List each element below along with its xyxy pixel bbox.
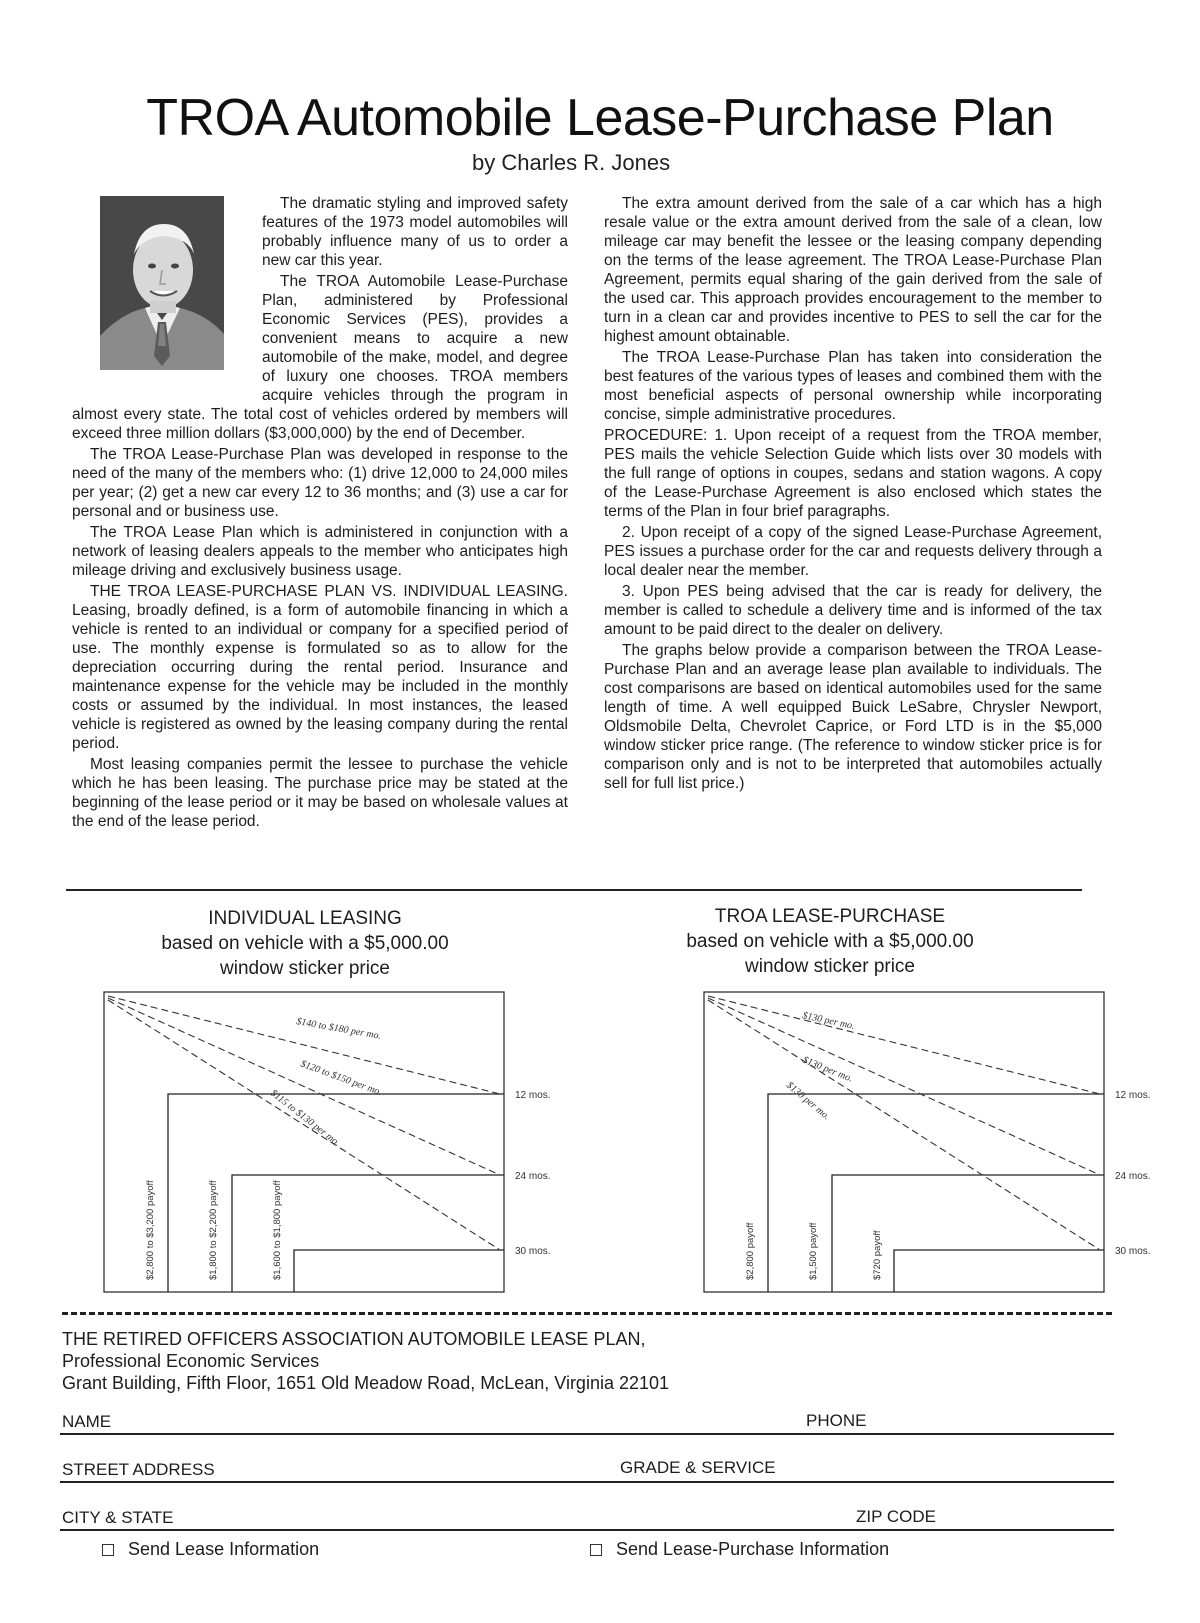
checkbox[interactable]	[102, 1544, 114, 1556]
chart-individual-leasing	[0, 980, 600, 1300]
paragraph: The TROA Lease Plan which is administered in conjunction with a network of leasing dealers appeals to the member who anticipates high mileage driving and exclusively business usage.	[72, 524, 568, 579]
payoff-label: $720 payoff	[872, 1230, 883, 1280]
name-label: NAME	[62, 1412, 112, 1431]
paragraph: PROCEDURE: 1. Upon receipt of a request from the TROA member, PES mails the vehicle Selection Guide which lists over 30 models with the full range of options in coupes, sedans and station wagons. A copy of the Lease-Purchase Agreement is also enclosed which states the terms of the Plan in four brief paragraphs.	[604, 427, 1102, 520]
article-left-column	[72, 194, 568, 833]
paragraph: The TROA Automobile Lease-Purchase Plan, administered by Professional Economic Services (PES), provides a convenient means to acquire a new automobile of the make, model, and degree of luxury one chooses. TROA members acquire vehicles through the program in almost every state. The total cost of vehicles ordered by members will exceed three million dollars ($3,000,000) by the end of December.	[72, 273, 568, 442]
grade-service-label: GRADE & SERVICE	[620, 1458, 776, 1477]
term-label: 24 mos.	[515, 1171, 551, 1182]
coupon-address: Grant Building, Fifth Floor, 1651 Old Meadow Road, McLean, Virginia 22101	[62, 1373, 670, 1393]
monthly-cost-label: $130 per mo.	[800, 1054, 855, 1085]
chart-title-troa	[645, 904, 1015, 979]
payoff-label: $1,600 to $1,800 payoff	[272, 1180, 283, 1280]
paragraph: Most leasing companies permit the lessee to purchase the vehicle which he has been leasing. The purchase price may be stated at the beginning of the lease period or it may be based on wholesale values at the end of the lease period.	[72, 756, 568, 830]
zip-code-label: ZIP CODE	[856, 1507, 936, 1526]
section-divider	[66, 889, 1082, 891]
chart-title-individual	[120, 906, 490, 981]
paragraph: THE TROA LEASE-PURCHASE PLAN VS. INDIVIDUAL LEASING. Leasing, broadly defined, is a form of automobile financing in which a vehicle is rented to an individual or company for a specified period of use. The monthly expense is formulated so as to allow for the depreciation occurring during the rental period. Insurance and maintenance expense for the vehicle may be included in the monthly costs or assumed by the individual. In most instances, the leased vehicle is registered as owned by the leasing company during the rental period.	[72, 583, 568, 752]
checkbox[interactable]	[590, 1544, 602, 1556]
send-lease-info-option[interactable]	[102, 1539, 319, 1560]
paragraph: 2. Upon receipt of a copy of the signed Lease-Purchase Agreement, PES issues a purchase order for the car and requests delivery through a local dealer near the member.	[604, 524, 1102, 579]
chart-subtitle: based on vehicle with a $5,000.00	[161, 933, 449, 954]
chart-body	[104, 992, 551, 1292]
chart-subtitle: window sticker price	[745, 956, 915, 977]
coupon-company: Professional Economic Services	[62, 1351, 320, 1371]
article-title: TROA Automobile Lease-Purchase Plan	[146, 89, 1054, 147]
city-zip-field[interactable]	[60, 1529, 1114, 1531]
street-address-label: STREET ADDRESS	[62, 1460, 215, 1479]
monthly-cost-label: $120 to $150 per mo.	[298, 1058, 384, 1099]
paragraph: The TROA Lease-Purchase Plan has taken into consideration the best features of the various types of leases and combined them with the most beneficial aspects of personal ownership while incorporating concise, simple administrative procedures.	[604, 349, 1102, 423]
series-line-3	[708, 1000, 1100, 1250]
byline: by Charles R. Jones	[472, 150, 671, 175]
payoff-label: $2,800 to $3,200 payoff	[145, 1180, 156, 1280]
term-label: 12 mos.	[1115, 1090, 1151, 1101]
payoff-label: $1,800 to $2,200 payoff	[208, 1180, 219, 1280]
paragraph: The TROA Lease-Purchase Plan was developed in response to the need of the many of the members who: (1) drive 12,000 to 24,000 miles per year; (2) get a new car every 12 to 36 months; and (3) use a car for personal and or business use.	[72, 446, 568, 520]
street-grade-field[interactable]	[60, 1481, 1114, 1483]
paragraph: The extra amount derived from the sale of a car which has a high resale value or the extra amount derived from the sale of a clean, low mileage car may benefit the lessee or the leasing company depending on the terms of the lease agreement. The TROA Lease-Purchase Plan Agreement, permits equal sharing of the gain derived from the sale of the used car. This approach provides encouragement to the member to turn in a clean car and provides incentive to PES to sell the car for the highest amount obtainable.	[604, 195, 1102, 345]
monthly-cost-label: $130 per mo.	[784, 1079, 832, 1123]
article-right-column	[604, 194, 1102, 795]
send-lease-purchase-info-option[interactable]	[590, 1539, 889, 1560]
payoff-step-3	[894, 1250, 1104, 1292]
payoff-label: $1,500 payoff	[808, 1222, 819, 1280]
paragraph: The graphs below provide a comparison between the TROA Lease-Purchase Plan and an average lease plan available to individuals. The cost comparisons are based on identical automobiles used for the same length of time. A well equipped Buick LeSabre, Chrysler Newport, Oldsmobile Delta, Chevrolet Caprice, or Ford LTD is in the $5,000 window sticker price range. (The reference to window sticker price is for comparison only and is not to be interpreted that automobiles actually sell for full list price.)	[604, 642, 1102, 792]
term-label: 30 mos.	[1115, 1246, 1151, 1257]
chart-subtitle: window sticker price	[220, 958, 390, 979]
chart-heading: INDIVIDUAL LEASING	[208, 908, 402, 929]
chart-heading: TROA LEASE-PURCHASE	[714, 906, 946, 927]
monthly-cost-label: $115 to $130 per mo.	[268, 1087, 342, 1149]
term-label: 24 mos.	[1115, 1171, 1151, 1182]
series-line-1	[708, 996, 1100, 1094]
chart-troa-lease-purchase	[600, 980, 1200, 1300]
chart-frame	[104, 992, 504, 1292]
series-line-3	[108, 1000, 500, 1250]
series-line-1	[108, 996, 500, 1094]
checkbox-label: Send Lease-Purchase Information	[616, 1539, 890, 1559]
cut-line	[62, 1312, 1112, 1315]
chart-body	[704, 992, 1151, 1292]
paragraph: The dramatic styling and improved safety features of the 1973 model automobiles will probably influence many of us to order a new car this year.	[262, 195, 568, 269]
payoff-label: $2,800 payoff	[745, 1222, 756, 1280]
monthly-cost-label: $130 per mo.	[801, 1010, 856, 1032]
phone-label: PHONE	[806, 1411, 867, 1430]
term-label: 12 mos.	[515, 1090, 551, 1101]
coupon-org: THE RETIRED OFFICERS ASSOCIATION AUTOMOBILE LEASE PLAN,	[62, 1329, 646, 1349]
chart-frame	[704, 992, 1104, 1292]
payoff-step-3	[294, 1250, 504, 1292]
coupon-header	[62, 1328, 669, 1394]
city-state-label: CITY & STATE	[62, 1508, 174, 1527]
series-line-2	[708, 998, 1100, 1175]
checkbox-label: Send Lease Information	[128, 1539, 320, 1559]
name-phone-field[interactable]	[60, 1433, 1114, 1435]
term-label: 30 mos.	[515, 1246, 551, 1257]
paragraph: 3. Upon PES being advised that the car is ready for delivery, the member is called to schedule a delivery time and is informed of the tax amount to be paid direct to the dealer on delivery.	[604, 583, 1102, 638]
monthly-cost-label: $140 to $180 per mo.	[295, 1016, 382, 1042]
chart-subtitle: based on vehicle with a $5,000.00	[686, 931, 974, 952]
